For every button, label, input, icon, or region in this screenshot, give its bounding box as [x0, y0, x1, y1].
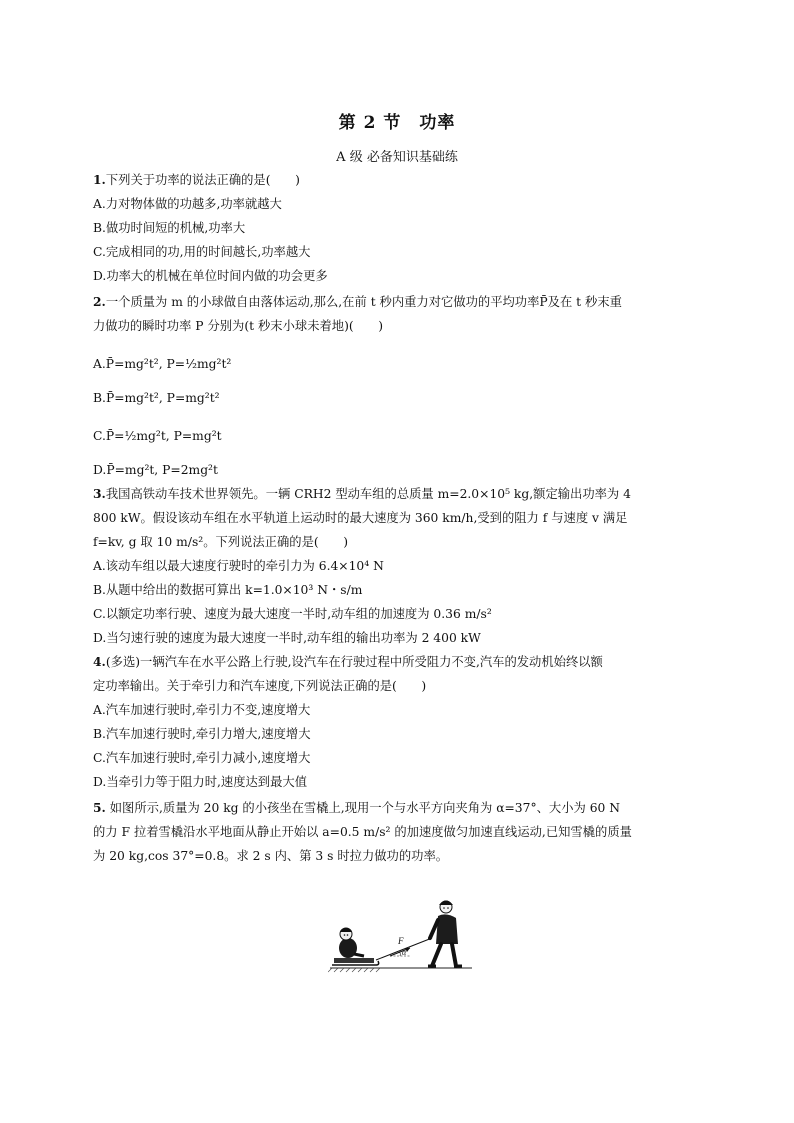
question-5-stem-line2: 的力 F 拉着雪橇沿水平地面从静止开始以 a=0.5 m/s² 的加速度做匀加速直线运动,已知雪橇的质量 [93, 825, 632, 839]
page-title: 第 2 节 功率 [338, 113, 456, 133]
question-5-stem-line1 [93, 800, 620, 816]
question-1-stem [93, 172, 300, 188]
question-4-text-line1: (多选)一辆汽车在水平公路上行驶,设汽车在行驶过程中所受阻力不变,汽车的发动机始终以额 [105, 655, 603, 669]
question-3-option-a: A.该动车组以最大速度行驶时的牵引力为 6.4×10⁴ N [93, 559, 384, 573]
question-2-option-b: B.P̄=mg²t², P=mg²t² [93, 391, 220, 405]
question-1-option-b: B.做功时间短的机械,功率大 [93, 221, 246, 235]
question-1-option-d: D.功率大的机械在单位时间内做的功会更多 [93, 269, 328, 283]
question-2-text-line1: 一个质量为 m 的小球做自由落体运动,那么,在前 t 秒内重力对它做功的平均功率P̄及在 t 秒末重 [105, 295, 622, 309]
question-5-number: 5. [93, 800, 106, 815]
question-3-stem-line3: f=kv, g 取 10 m/s²。下列说法正确的是( ) [93, 535, 349, 549]
question-3-stem-line2: 800 kW。假设该动车组在水平轨道上运动时的最大速度为 360 km/h,受到的阻力 f 与速度 v 满足 [93, 511, 628, 525]
adult-leg-front [432, 944, 441, 966]
question-2-option-a: A.P̄=mg²t², P=½mg²t² [93, 357, 232, 371]
question-1-option-c: C.完成相同的功,用的时间越长,功率越大 [93, 245, 311, 259]
question-2-stem-line1 [93, 294, 622, 310]
question-1-number: 1. [93, 172, 106, 187]
question-2-number: 2. [93, 294, 106, 309]
question-3-option-d: D.当匀速行驶的速度为最大速度一半时,动车组的输出功率为 2 400 kW [93, 631, 481, 645]
ground-hatch [328, 968, 380, 972]
question-4-option-a: A.汽车加速行驶时,牵引力不变,速度增大 [93, 703, 311, 717]
question-3-number: 3. [93, 486, 106, 501]
child-hat [340, 928, 352, 932]
question-5-stem-line3: 为 20 kg,cos 37°=0.8。求 2 s 内、第 3 s 时拉力做功的功率。 [93, 849, 449, 863]
question-5-text-line1: 如图所示,质量为 20 kg 的小孩坐在雪橇上,现用一个与水平方向夹角为 α=37°、大小为 60 N [105, 801, 621, 815]
section-subtitle: A 级 必备知识基础练 [336, 150, 458, 165]
adult-hat [439, 901, 453, 906]
question-2-option-c: C.P̄=½mg²t, P=mg²t [93, 429, 222, 443]
question-2-option-d: D.P̄=mg²t, P=2mg²t [93, 463, 218, 477]
question-2-stem-line2: 力做功的瞬时功率 P 分别为(t 秒末小球未着地)( ) [93, 319, 384, 333]
adult-leg-back [452, 944, 456, 966]
question-3-option-b: B.从题中给出的数据可算出 k=1.0×10³ N・s/m [93, 583, 363, 597]
sled-figure [328, 898, 474, 976]
child-leg [354, 954, 364, 956]
question-3-stem-line1 [93, 486, 631, 502]
question-4-option-c: C.汽车加速行驶时,牵引力减小,速度增大 [93, 751, 311, 765]
question-3-text-line1: 我国高铁动车技术世界领先。一辆 CRH2 型动车组的总质量 m=2.0×10⁵ kg,额定输出功率为 4 [105, 487, 631, 501]
question-1-text: 下列关于功率的说法正确的是( ) [105, 173, 300, 187]
sled-body [334, 958, 374, 963]
force-label: F [398, 936, 404, 946]
question-4-option-d: D.当牵引力等于阻力时,速度达到最大值 [93, 775, 307, 789]
question-4-option-b: B.汽车加速行驶时,牵引力增大,速度增大 [93, 727, 311, 741]
question-3-option-c: C.以额定功率行驶、速度为最大速度一半时,动车组的加速度为 0.36 m/s² [93, 607, 492, 621]
question-4-stem-line2: 定功率输出。关于牵引力和汽车速度,下列说法正确的是( ) [93, 679, 427, 693]
angle-label: α [402, 948, 407, 957]
question-1-option-a: A.力对物体做的功越多,功率就越大 [93, 197, 282, 211]
question-4-number: 4. [93, 654, 106, 669]
question-4-stem-line1 [93, 654, 603, 670]
